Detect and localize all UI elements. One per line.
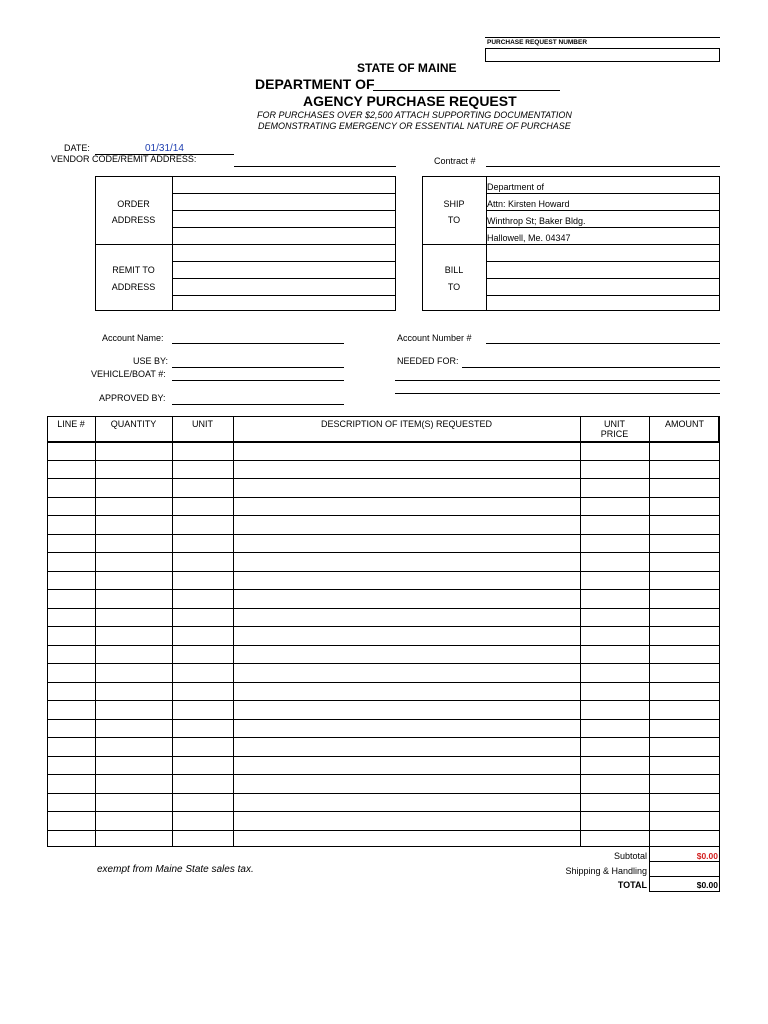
col-header-quantity: QUANTITY [110, 419, 157, 429]
approved-by-line[interactable] [172, 404, 344, 405]
total-value: $0.00 [696, 880, 718, 890]
table-header-rule [48, 441, 719, 443]
table-row-rule [48, 515, 719, 516]
table-row-rule [48, 460, 719, 461]
tax-exempt-note: exempt from Maine State sales tax. [97, 864, 254, 875]
ship-to-label: TO [447, 215, 461, 225]
use-by-line[interactable] [172, 367, 344, 368]
form-title: AGENCY PURCHASE REQUEST [303, 93, 517, 109]
table-row-rule [48, 589, 719, 590]
use-by-label: USE BY: [133, 356, 169, 366]
needed-for-label: NEEDED FOR: [397, 356, 459, 366]
department-name-line[interactable] [373, 90, 560, 91]
vehicle-boat-label: VEHICLE/BOAT #: [91, 369, 166, 379]
table-row-rule [48, 663, 719, 664]
ship-address-line-3[interactable]: Winthrop St; Baker Bldg. [487, 216, 586, 226]
account-number-line[interactable] [486, 343, 720, 344]
table-row-rule [48, 645, 719, 646]
items-table [47, 416, 720, 847]
table-row-rule [48, 774, 719, 775]
ship-address-line-2[interactable]: Attn: Kirsten Howard [487, 199, 570, 209]
table-row-rule [48, 811, 719, 812]
shipping-handling-field[interactable] [649, 861, 720, 877]
table-row-rule [48, 793, 719, 794]
contract-label: Contract # [434, 156, 476, 166]
col-header-line: LINE # [57, 419, 85, 429]
col-header-description: DESCRIPTION OF ITEM(S) REQUESTED [320, 419, 492, 429]
table-row-rule [48, 552, 719, 553]
approved-by-label: APPROVED BY: [99, 393, 166, 403]
shipping-handling-label: Shipping & Handling [565, 866, 647, 876]
order-label: ORDER [117, 199, 150, 209]
table-row-rule [48, 571, 719, 572]
table-row-rule [48, 756, 719, 757]
purchase-request-number-label: PURCHASE REQUEST NUMBER [487, 39, 588, 46]
col-header-unit-price-2: PRICE [600, 429, 629, 439]
table-row-rule [48, 719, 719, 720]
col-header-amount: AMOUNT [665, 419, 704, 429]
subtotal-value: $0.00 [696, 851, 718, 861]
subtotal-label: Subtotal [613, 851, 647, 861]
account-number-label: Account Number # [397, 333, 472, 343]
total-label: TOTAL [617, 880, 647, 890]
table-row-rule [48, 737, 719, 738]
vendor-code-label: VENDOR CODE/REMIT ADDRESS: [51, 154, 197, 164]
vendor-code-line[interactable] [234, 166, 396, 167]
department-heading: DEPARTMENT OF [255, 76, 375, 92]
table-row-rule [48, 830, 719, 831]
ship-label: SHIP [443, 199, 465, 209]
table-row-rule [48, 608, 719, 609]
remit-to-label: REMIT TO [112, 265, 155, 275]
table-row-rule [48, 682, 719, 683]
col-header-unit: UNIT [192, 419, 213, 429]
purchase-request-number-field[interactable] [485, 48, 720, 62]
table-row-rule [48, 478, 719, 479]
bill-to-label: TO [447, 282, 461, 292]
ship-address-line-4[interactable]: Hallowell, Me. 04347 [487, 233, 571, 243]
contract-line[interactable] [486, 166, 720, 167]
col-header-unit-price-1: UNIT [604, 419, 625, 429]
order-address-label: ADDRESS [111, 215, 156, 225]
date-label: DATE: [64, 143, 90, 153]
account-name-label: Account Name: [102, 333, 164, 343]
table-row-rule [48, 626, 719, 627]
pr-number-top-line [485, 37, 720, 38]
account-name-line[interactable] [172, 343, 344, 344]
bill-label: BILL [444, 265, 464, 275]
state-heading: STATE OF MAINE [357, 61, 457, 75]
vehicle-boat-line[interactable] [172, 380, 344, 381]
date-value[interactable]: 01/31/14 [145, 143, 184, 154]
needed-for-line-3[interactable] [395, 393, 720, 394]
ship-address-line-1[interactable]: Department of [487, 182, 545, 192]
needed-for-line-1[interactable] [462, 367, 720, 368]
documentation-note-2: DEMONSTRATING EMERGENCY OR ESSENTIAL NATURE OF PURCHASE [258, 121, 571, 131]
table-row-rule [48, 497, 719, 498]
documentation-note-1: FOR PURCHASES OVER $2,500 ATTACH SUPPORTING DOCUMENTATION [257, 110, 572, 120]
remit-address-label: ADDRESS [111, 282, 156, 292]
needed-for-line-2[interactable] [395, 380, 720, 381]
table-row-rule [48, 534, 719, 535]
table-row-rule [48, 700, 719, 701]
